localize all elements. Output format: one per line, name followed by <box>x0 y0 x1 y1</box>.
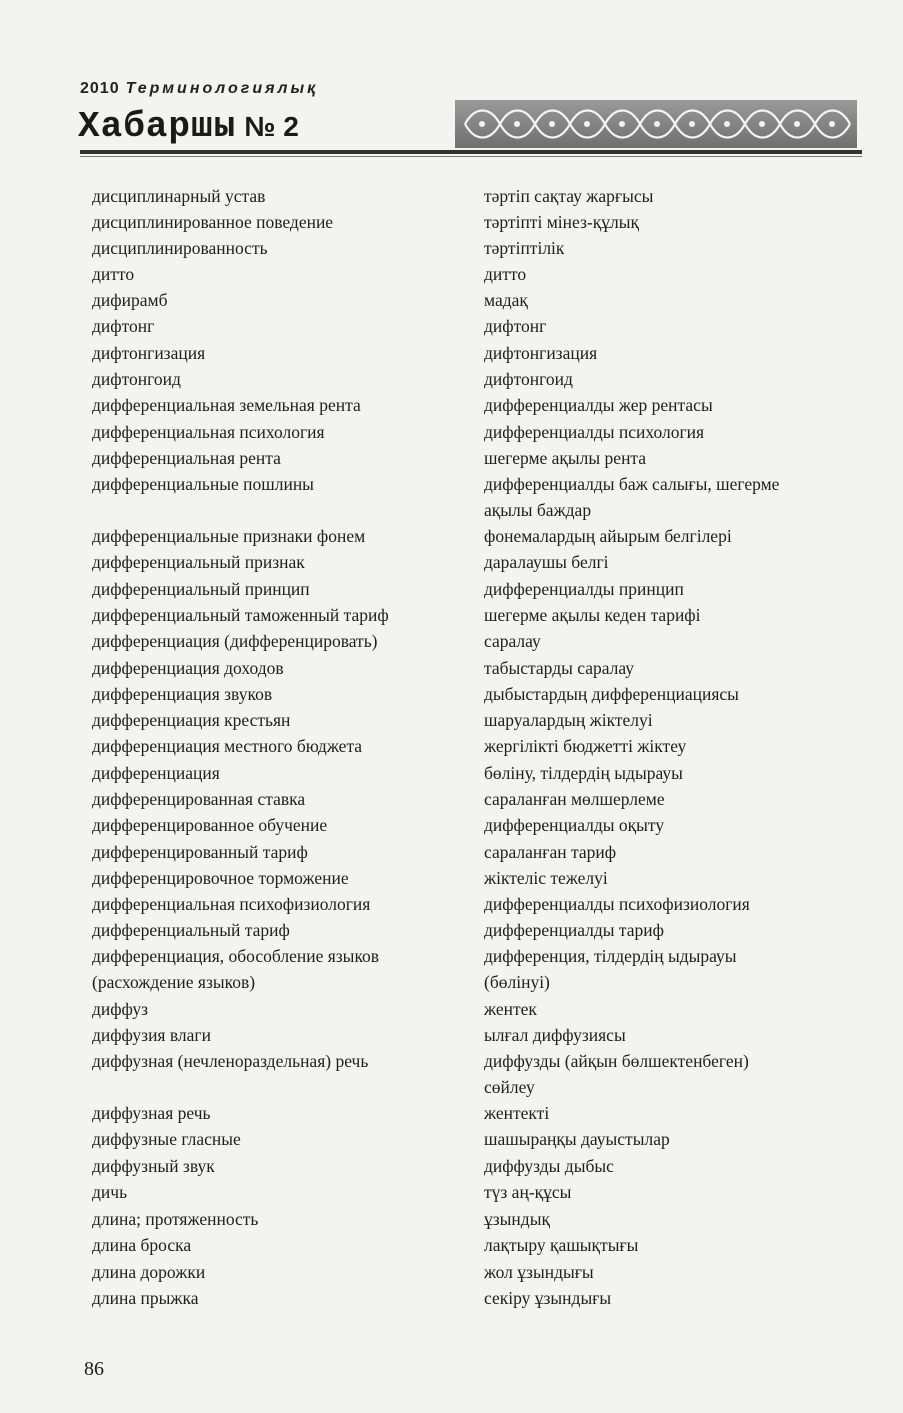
entry-kz: дитто <box>484 264 527 284</box>
journal-title-text: Хабаршы <box>78 106 237 147</box>
entry-ru: длина броска <box>92 1235 192 1255</box>
entry-ru: дифтонгизация <box>92 343 206 363</box>
entry-kz: дифтонгизация <box>484 343 598 363</box>
entry-ru: дифференциальная земельная рента <box>92 395 361 415</box>
journal-title <box>78 106 299 147</box>
entry-kz: тәртіп сақтау жарғысы <box>484 186 654 206</box>
entry-ru: дифференцированное обучение <box>92 815 328 835</box>
entry-kz: лақтыру қашықтығы <box>484 1235 639 1255</box>
entry-ru: дифференциация звуков <box>92 684 273 704</box>
entry-kz: түз аң-құсы <box>484 1182 572 1202</box>
entry-kz: секіру ұзындығы <box>484 1288 612 1308</box>
entry-ru: дисциплинированное поведение <box>92 212 334 232</box>
entry-ru-continued: (расхождение языков) <box>92 972 256 992</box>
entry-ru: дифференциация <box>92 763 220 783</box>
entry-kz: дифтонгоид <box>484 369 573 389</box>
entry-ru: дифференциация доходов <box>92 658 284 678</box>
entry-ru: дифференциальные пошлины <box>92 474 314 494</box>
entry-ru: длина; протяженность <box>92 1209 259 1229</box>
entry-ru: диффуз <box>92 999 149 1019</box>
entry-kz: сараланған мөлшерлеме <box>484 789 665 809</box>
entry-ru: дисциплинарный устав <box>92 186 266 206</box>
entry-ru: дифференциальная рента <box>92 448 281 468</box>
entry-ru: дифференциальный принцип <box>92 579 310 599</box>
entry-ru: диффузные гласные <box>92 1129 241 1149</box>
entry-kz: шаруалардың жіктелуі <box>484 710 653 730</box>
entry-kz: шашыраңқы дауыстылар <box>484 1129 670 1149</box>
entry-kz: диффузды дыбыс <box>484 1156 614 1176</box>
entry-kz: табыстарды саралау <box>484 658 635 678</box>
entry-ru: дифференциация, обособление языков <box>92 946 380 966</box>
entry-ru: длина дорожки <box>92 1262 206 1282</box>
entry-kz: жіктеліс тежелуі <box>484 868 608 888</box>
entry-kz: даралаушы белгі <box>484 552 609 572</box>
entry-kz: жентек <box>484 999 537 1019</box>
entry-kz: дифференциалды тариф <box>484 920 664 940</box>
entry-ru: длина прыжка <box>92 1288 199 1308</box>
entry-kz: дифференциалды психофизиология <box>484 894 750 914</box>
entry-ru: дифференцированный тариф <box>92 842 308 862</box>
entry-kz: шегерме ақылы рента <box>484 448 647 468</box>
entry-kz: жол ұзындығы <box>484 1262 594 1282</box>
entry-kz: шегерме ақылы кеден тарифі <box>484 605 701 625</box>
entry-kz: бөліну, тілдердің ыдырауы <box>484 763 683 783</box>
header-series: Терминологиялық <box>125 80 319 97</box>
entry-ru: дифференциальная психофизиология <box>92 894 371 914</box>
entry-ru: дифтонг <box>92 316 155 336</box>
entry-kz: дыбыстардың дифференциациясы <box>484 684 739 704</box>
entry-ru: дифтонгоид <box>92 369 181 389</box>
entry-ru: дитто <box>92 264 135 284</box>
entry-kz: дифференциалды принцип <box>484 579 684 599</box>
entry-ru: дифференциальный признак <box>92 552 305 572</box>
entry-kz: дифференциалды баж салығы, шегерме <box>484 474 780 494</box>
entry-ru: диффузный звук <box>92 1156 215 1176</box>
entry-ru: дичь <box>92 1182 128 1202</box>
entry-kz: дифференциалды жер рентасы <box>484 395 713 415</box>
entry-kz: дифтонг <box>484 316 547 336</box>
entry-kz: ұзындық <box>484 1209 550 1229</box>
entry-kz: мадақ <box>484 290 528 310</box>
entry-kz: тәртіпті мінез-құлық <box>484 212 639 232</box>
entry-kz: дифференциалды психология <box>484 422 705 442</box>
entry-kz: ылғал диффузиясы <box>484 1025 626 1045</box>
ornament-band <box>455 100 857 148</box>
issue-number: № 2 <box>244 111 299 142</box>
entry-kz-continued: сөйлеу <box>484 1077 535 1097</box>
entry-kz: саралау <box>484 631 541 651</box>
entry-ru: диффузная (нечленораздельная) речь <box>92 1051 369 1071</box>
header-year: 2010 <box>80 80 120 97</box>
entry-ru: дисциплинированность <box>92 238 268 258</box>
header-year-line <box>80 80 318 98</box>
entry-ru: диффузная речь <box>92 1103 211 1123</box>
entry-kz: сараланған тариф <box>484 842 617 862</box>
ornament-pattern <box>455 100 857 148</box>
entry-ru: дифференциальный тариф <box>92 920 290 940</box>
entry-ru: дифференциальный таможенный тариф <box>92 605 389 625</box>
entry-kz: тәртіптілік <box>484 238 565 258</box>
entry-kz-continued: (бөлінуі) <box>484 972 550 992</box>
entry-kz: жентекті <box>484 1103 550 1123</box>
entry-ru: дифирамб <box>92 290 168 310</box>
entry-kz-continued: ақылы баждар <box>484 500 592 520</box>
header-divider <box>80 150 862 154</box>
page-number: 86 <box>84 1358 104 1380</box>
header-divider-thin <box>80 156 862 157</box>
entry-ru: дифференциальные признаки фонем <box>92 526 366 546</box>
entry-ru: дифференциация крестьян <box>92 710 291 730</box>
entry-ru: дифференциация местного бюджета <box>92 736 363 756</box>
entry-kz: дифференциалды оқыту <box>484 815 665 835</box>
entry-ru: дифференцированная ставка <box>92 789 306 809</box>
entry-kz: диффузды (айқын бөлшектенбеген) <box>484 1051 749 1071</box>
entry-kz: дифференция, тілдердің ыдырауы <box>484 946 737 966</box>
entry-ru: дифференциальная психология <box>92 422 325 442</box>
entry-kz: фонемалардың айырым белгілері <box>484 526 732 546</box>
entry-ru: дифференциация (дифференцировать) <box>92 631 378 651</box>
entry-ru: диффузия влаги <box>92 1025 211 1045</box>
entry-kz: жергілікті бюджетті жіктеу <box>484 736 687 756</box>
entry-ru: дифференцировочное торможение <box>92 868 349 888</box>
